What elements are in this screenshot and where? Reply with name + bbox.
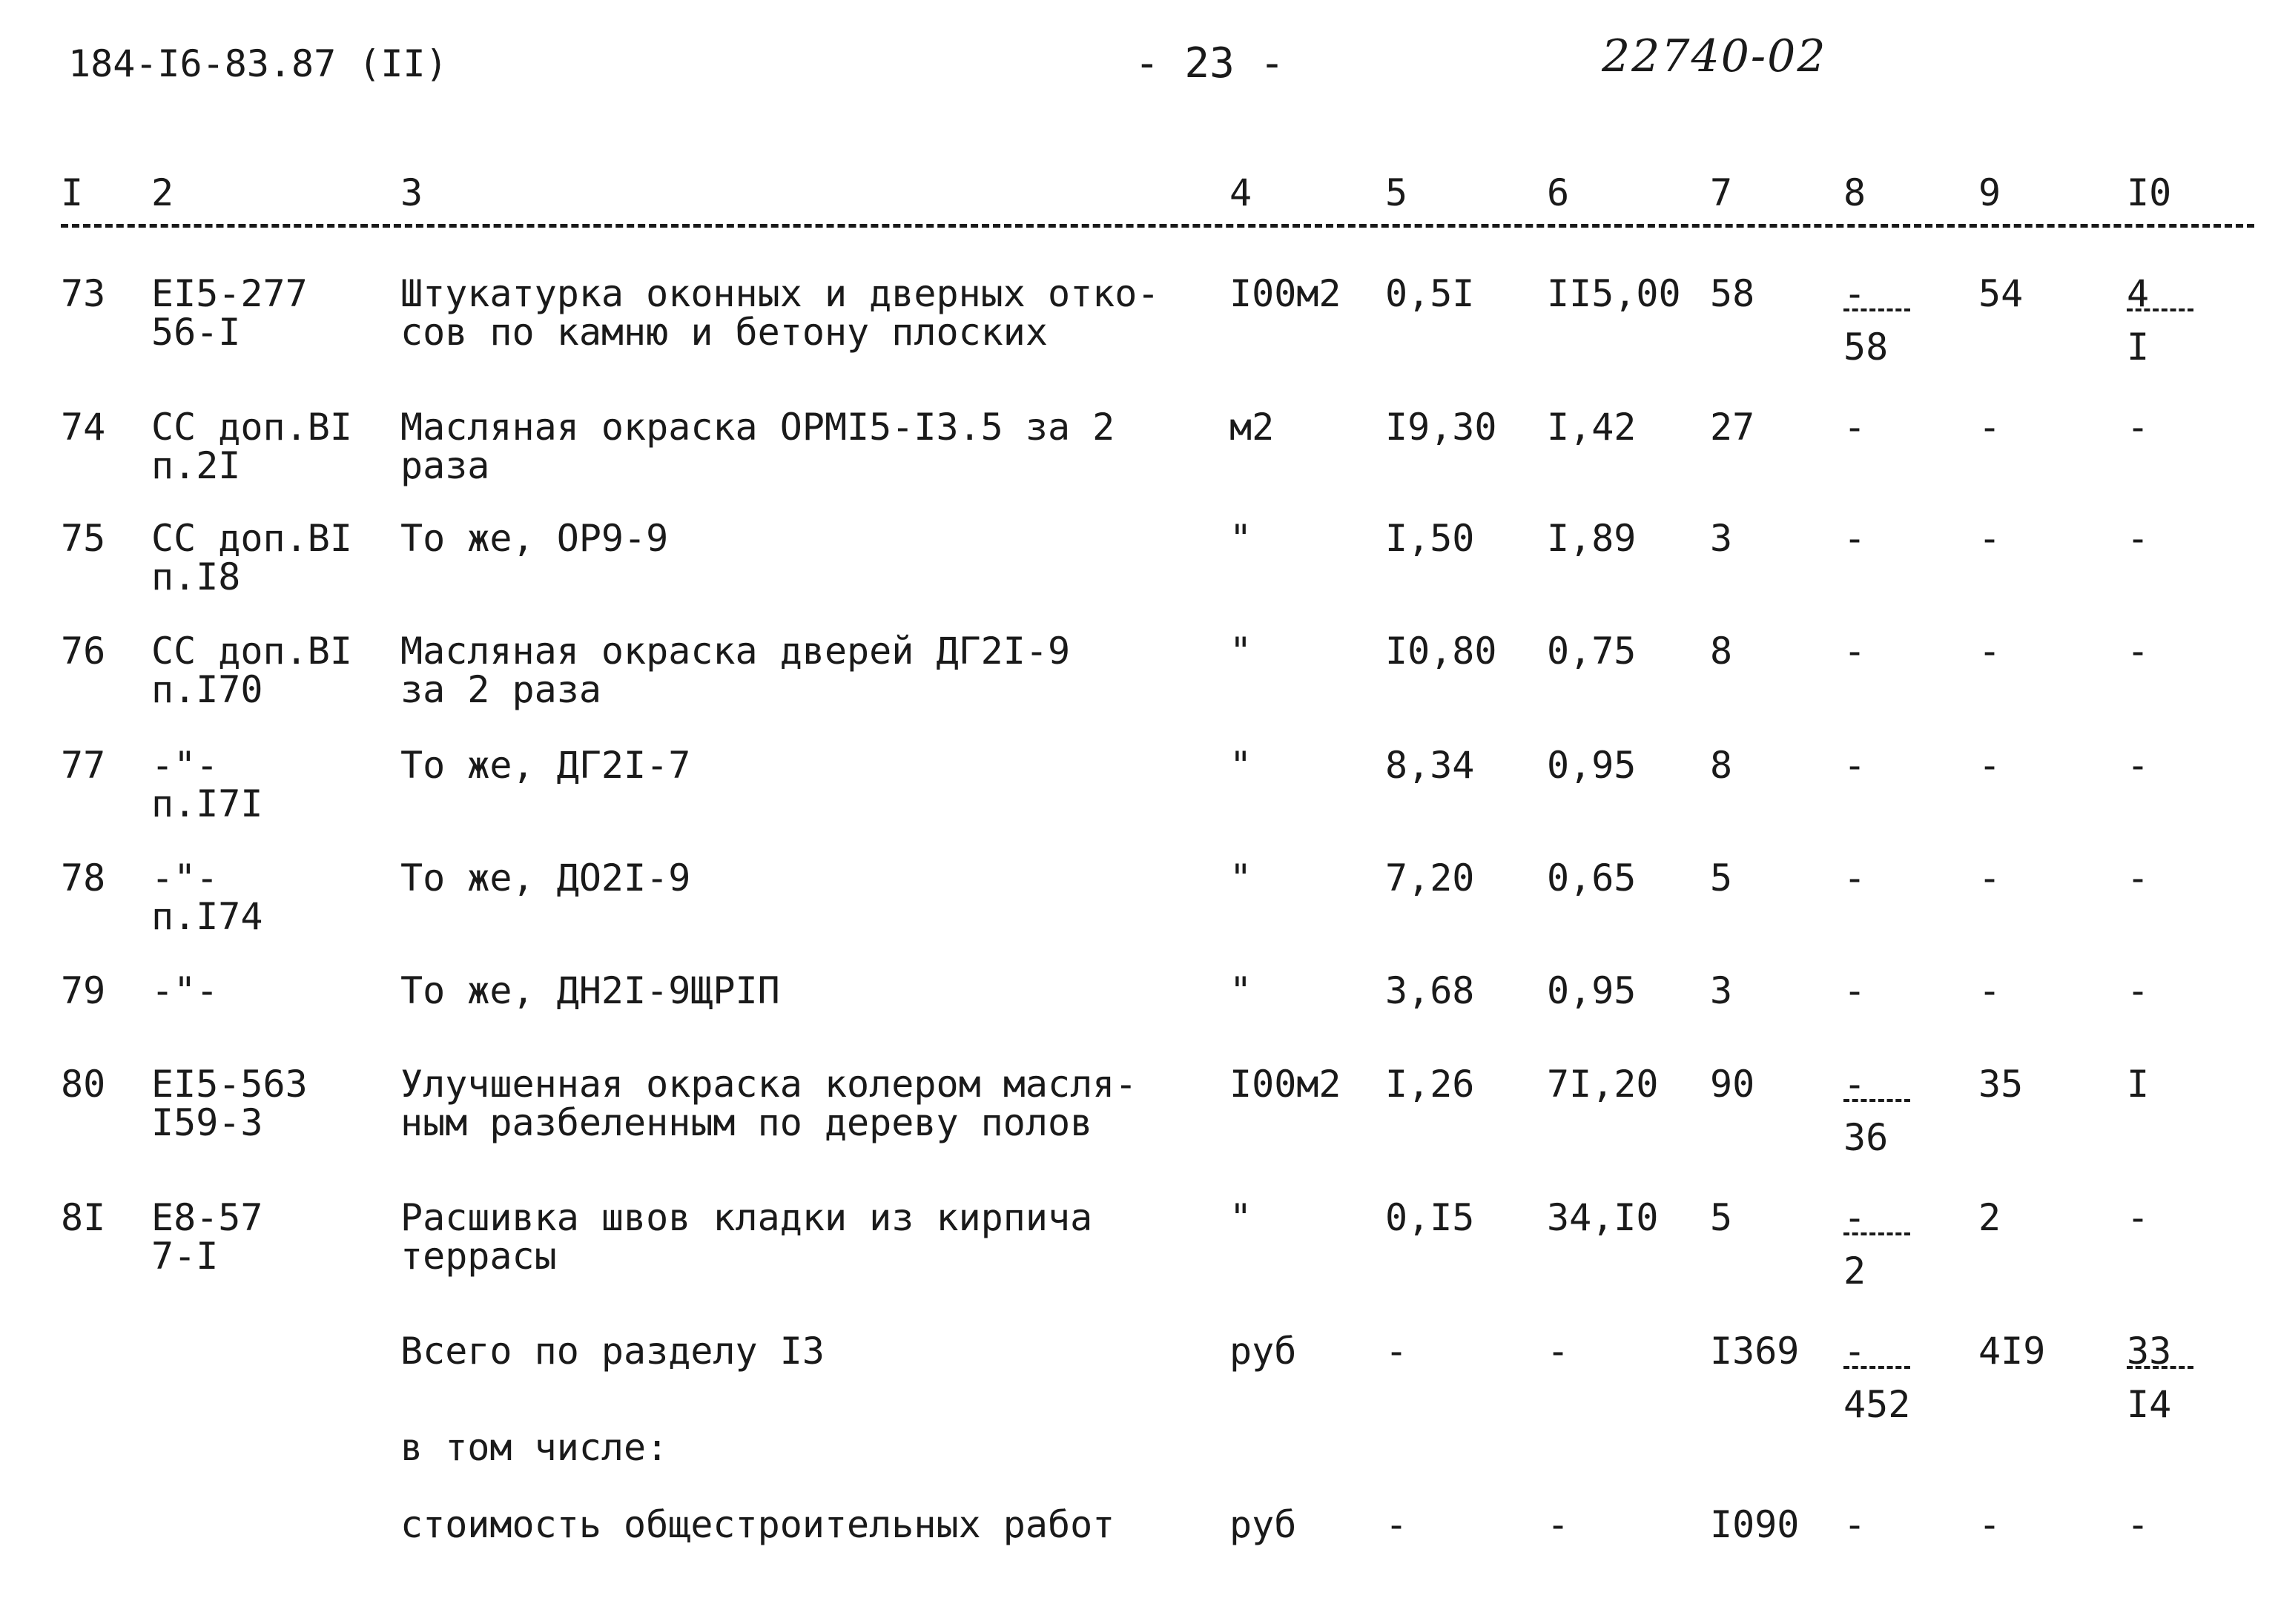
col9-value: -	[1978, 969, 2001, 1012]
unit: м2	[1229, 406, 1275, 449]
col10-value: -	[2127, 517, 2150, 560]
description-line: Масляная окраска ОРМI5-I3.5 за 2	[400, 406, 1115, 449]
col9-value: -	[1978, 517, 2001, 560]
col10-value: -	[2127, 856, 2150, 900]
work-description	[400, 1065, 1137, 1142]
rate-item: п.I8	[151, 555, 241, 598]
col9-value: -	[1978, 630, 2001, 673]
fraction-col8	[1843, 272, 1910, 369]
fraction-col10	[2127, 1332, 2193, 1424]
description-line: То же, ОР9-9	[400, 517, 669, 560]
row-number: 73	[61, 272, 106, 315]
unit-price: -	[1547, 1503, 1570, 1546]
table-row	[61, 1065, 2254, 1184]
unit-price: -	[1547, 1330, 1570, 1373]
quantity: I,26	[1385, 1063, 1475, 1106]
total-cost: 5	[1710, 856, 1733, 900]
table-row	[61, 632, 2254, 750]
total-cost: 5	[1710, 1196, 1733, 1239]
col10-value: -	[2127, 744, 2150, 787]
unit: "	[1229, 517, 1252, 560]
description-line: сов по камню и бетону плоских	[400, 311, 1048, 354]
unit-price: 7I,20	[1547, 1063, 1659, 1106]
fraction-numerator: -	[1843, 1198, 1910, 1235]
col9-value: -	[1978, 744, 2001, 787]
column-header: 8	[1843, 171, 1866, 214]
quantity: 0,5I	[1385, 272, 1475, 315]
description-line: То же, ДО2I-9	[400, 856, 691, 900]
rate-code: -"-	[151, 969, 219, 1012]
work-description	[400, 856, 691, 900]
total-cost: 3	[1710, 969, 1733, 1012]
description-line: террасы	[400, 1235, 557, 1278]
description-line: Улучшенная окраска колером масля-	[400, 1063, 1138, 1106]
fraction-numerator: -	[1843, 1065, 1910, 1102]
total-cost: 3	[1710, 517, 1733, 560]
rate-item: п.I7I	[151, 782, 263, 825]
total-cost: 8	[1710, 630, 1733, 673]
rate-reference	[151, 856, 263, 938]
rate-code: EI5-563	[151, 1063, 308, 1106]
table-row	[61, 408, 2254, 527]
total-cost: 90	[1710, 1063, 1755, 1106]
col9-value: -	[1978, 856, 2001, 900]
col8-value: -	[1843, 630, 1866, 673]
unit-price: II5,00	[1547, 272, 1681, 315]
row-number: 75	[61, 517, 106, 560]
rate-reference	[151, 272, 308, 354]
rate-reference	[151, 632, 352, 709]
col10-value: -	[2127, 1503, 2150, 1546]
unit: "	[1229, 856, 1252, 900]
rate-item: п.I70	[151, 668, 263, 711]
work-description	[400, 408, 1115, 485]
column-header: 6	[1547, 171, 1570, 214]
description-line: Расшивка швов кладки из кирпича	[400, 1196, 1093, 1239]
total-label: Всего по разделу I3	[400, 1330, 825, 1373]
description-line: Штукатурка оконных и дверных отко-	[400, 272, 1160, 315]
rate-item: п.2I	[151, 444, 241, 487]
unit: "	[1229, 744, 1252, 787]
column-header: 9	[1978, 171, 2001, 214]
total-cost: I369	[1710, 1330, 1800, 1373]
quantity: -	[1385, 1330, 1408, 1373]
subtotal-row	[61, 1505, 2254, 1624]
description-line: ным разбеленным по дереву полов	[400, 1101, 1093, 1144]
unit: "	[1229, 1196, 1252, 1239]
unit-price: I,89	[1547, 517, 1637, 560]
col8-value: -	[1843, 406, 1866, 449]
fraction-denominator: 36	[1843, 1116, 1889, 1159]
column-header: 4	[1229, 171, 1252, 214]
description-line: То же, ДН2I-9ЩРIП	[400, 969, 780, 1012]
col8-value: -	[1843, 856, 1866, 900]
work-description	[400, 519, 668, 558]
fraction-col8	[1843, 1332, 1910, 1424]
fraction-denominator: 58	[1843, 326, 1889, 369]
col9-value: 35	[1978, 1063, 2024, 1106]
column-header: 2	[151, 171, 174, 214]
row-number: 80	[61, 1063, 106, 1106]
unit: I00м2	[1229, 1063, 1341, 1106]
row-number: 78	[61, 856, 106, 900]
unit-price: 34,I0	[1547, 1196, 1659, 1239]
col10-value: I	[2127, 1063, 2150, 1106]
column-header: 3	[400, 171, 423, 214]
rate-code: -"-	[151, 856, 219, 900]
rate-reference	[151, 408, 352, 485]
rate-code: СС доп.BI	[151, 406, 352, 449]
total-cost: 58	[1710, 272, 1755, 315]
unit-price: I,42	[1547, 406, 1637, 449]
unit-price: 0,95	[1547, 969, 1637, 1012]
quantity: 7,20	[1385, 856, 1475, 900]
table-row	[61, 1198, 2254, 1317]
unit-price: 0,75	[1547, 630, 1637, 673]
quantity: 0,I5	[1385, 1196, 1475, 1239]
document-code: 184-I6-83.87 (II)	[68, 42, 448, 85]
col9-value: 2	[1978, 1196, 2001, 1239]
page-number: - 23 -	[1135, 39, 1285, 88]
unit-price: 0,65	[1547, 856, 1637, 900]
including-label: в том числе:	[400, 1426, 669, 1469]
col10-value: -	[2127, 630, 2150, 673]
table-row	[61, 746, 2254, 865]
rate-reference	[151, 519, 352, 596]
col9-value: 54	[1978, 272, 2024, 315]
col10-value: -	[2127, 969, 2150, 1012]
column-header: 5	[1385, 171, 1408, 214]
col8-value: -	[1843, 1503, 1866, 1546]
work-description	[400, 272, 1160, 354]
table-row	[61, 274, 2254, 393]
unit: I00м2	[1229, 272, 1341, 315]
description-line: за 2 раза	[400, 668, 601, 711]
row-number: 8I	[61, 1196, 106, 1239]
row-number: 77	[61, 744, 106, 787]
subtotal-label: стоимость общестроительных работ	[400, 1503, 1115, 1546]
column-header: I0	[2127, 171, 2172, 214]
fraction-denominator: 452	[1843, 1383, 1911, 1426]
table-row	[61, 856, 2254, 977]
work-description	[400, 1196, 1093, 1278]
quantity: I,50	[1385, 517, 1475, 560]
table-row	[61, 519, 2254, 638]
fraction-col10	[2127, 272, 2193, 369]
rate-code: E8-57	[151, 1196, 263, 1239]
col9-value: -	[1978, 1503, 2001, 1546]
work-description	[400, 746, 690, 785]
fraction-denominator: 2	[1843, 1250, 1866, 1293]
fraction-numerator: -	[1843, 1332, 1910, 1369]
fraction-denominator: I	[2127, 326, 2150, 369]
column-header: 7	[1710, 171, 1733, 214]
total-cost: I090	[1710, 1503, 1800, 1546]
col9-value: -	[1978, 406, 2001, 449]
rate-reference	[151, 746, 263, 823]
rate-code: СС доп.BI	[151, 517, 352, 560]
unit: руб	[1229, 1330, 1297, 1373]
quantity: 3,68	[1385, 969, 1475, 1012]
rate-item: 7-I	[151, 1235, 219, 1278]
fraction-denominator: I4	[2127, 1383, 2172, 1426]
description-line: То же, ДГ2I-7	[400, 744, 691, 787]
quantity: I0,80	[1385, 630, 1497, 673]
row-number: 76	[61, 630, 106, 673]
fraction-numerator: -	[1843, 274, 1910, 311]
rate-item: I59-3	[151, 1101, 263, 1144]
col8-value: -	[1843, 517, 1866, 560]
quantity: I9,30	[1385, 406, 1497, 449]
rate-code: СС доп.BI	[151, 630, 352, 673]
work-description	[400, 632, 1070, 709]
fraction-col8	[1843, 1065, 1910, 1157]
description-line: Масляная окраска дверей ДГ2I-9	[400, 630, 1071, 673]
quantity: 8,34	[1385, 744, 1475, 787]
description-line: раза	[400, 444, 490, 487]
row-number: 74	[61, 406, 106, 449]
fraction-col8	[1843, 1196, 1910, 1293]
column-header-row	[61, 169, 2254, 228]
rate-item: 56-I	[151, 311, 241, 354]
col9-value: 4I9	[1978, 1330, 2046, 1373]
rate-item: п.I74	[151, 895, 263, 938]
fraction-numerator: 4	[2127, 274, 2193, 311]
inventory-number: 22740-02	[1602, 30, 1827, 82]
total-cost: 8	[1710, 744, 1733, 787]
quantity: -	[1385, 1503, 1408, 1546]
column-header: I	[61, 171, 84, 214]
unit: "	[1229, 630, 1252, 673]
rate-reference	[151, 971, 218, 1010]
rate-code: -"-	[151, 744, 219, 787]
col10-value: -	[2127, 1196, 2150, 1239]
fraction-numerator: 33	[2127, 1332, 2193, 1369]
col8-value: -	[1843, 744, 1866, 787]
row-number: 79	[61, 969, 106, 1012]
unit: "	[1229, 969, 1252, 1012]
unit: руб	[1229, 1503, 1297, 1546]
rate-code: EI5-277	[151, 272, 308, 315]
rate-reference	[151, 1065, 308, 1142]
col10-value: -	[2127, 406, 2150, 449]
rate-reference	[151, 1196, 263, 1278]
col8-value: -	[1843, 969, 1866, 1012]
total-cost: 27	[1710, 406, 1755, 449]
unit-price: 0,95	[1547, 744, 1637, 787]
work-description	[400, 971, 780, 1010]
